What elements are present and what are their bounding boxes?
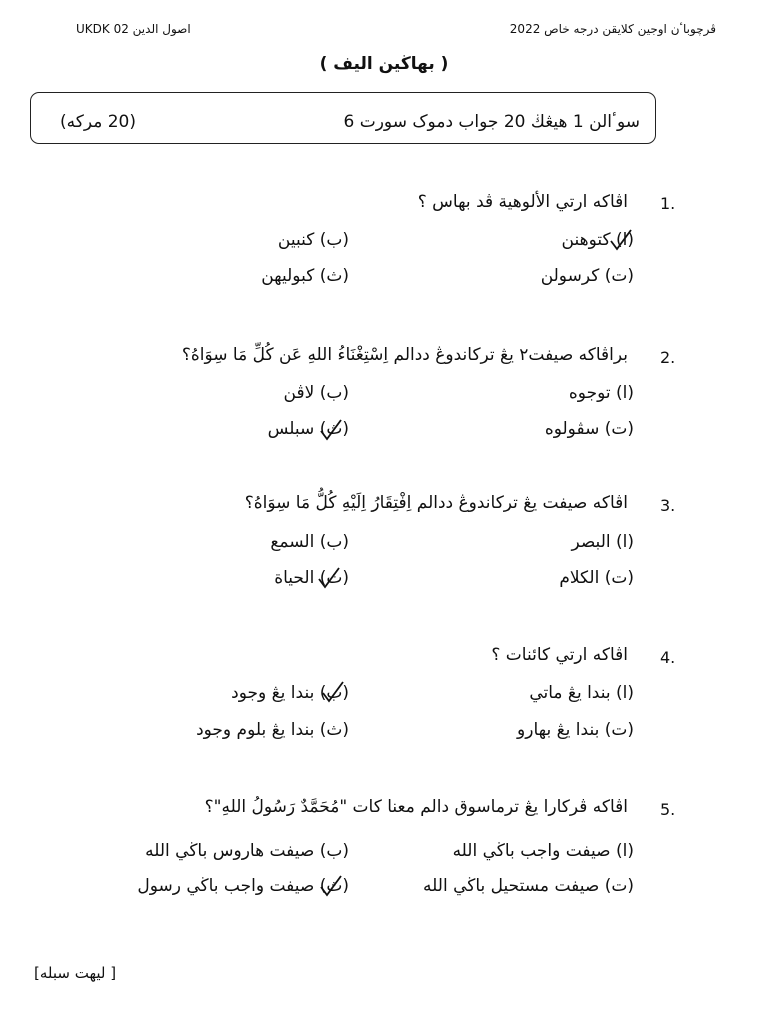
question-number: 4. <box>660 648 676 667</box>
tick-mark-icon <box>320 680 346 704</box>
option-text: كنبين <box>277 230 315 250</box>
option-text: صيفت مستحيل باڬي الله <box>423 876 600 896</box>
option-label: (ت) <box>604 876 634 896</box>
option-text: السمع <box>270 532 315 552</box>
tick-mark-icon <box>608 228 634 252</box>
option-text: بندا يڠ بلوم وجود <box>196 720 315 740</box>
question-number: 2. <box>660 348 676 367</box>
option-ta[interactable] <box>545 419 634 439</box>
option-label: (ت) <box>604 568 634 588</box>
option-label: (ا) <box>616 841 634 861</box>
option-text: سبلس <box>267 419 315 439</box>
footer-note: [ ليهت سبله] <box>34 964 117 982</box>
option-label: (ث) <box>319 568 349 588</box>
exam-title: ڤرچوباٴن اوجين كلايقن درجه خاص 2022 <box>509 22 716 36</box>
question-number: 5. <box>660 800 676 819</box>
option-text: توجوه <box>568 383 611 403</box>
tick-mark-icon <box>318 874 344 898</box>
option-alif[interactable] <box>529 683 634 703</box>
option-text: صيفت واجب باڬي الله <box>452 841 611 861</box>
option-label: (ا) <box>616 383 634 403</box>
question-text: اڤاكه ڤركارا يڠ ترماسوق دالم معنا كات "مُحَمَّدٌ رَسُولُ اللهِ"؟ <box>204 797 628 817</box>
option-text: لاڤن <box>283 383 315 403</box>
option-text: سڤولوه <box>544 419 600 439</box>
option-text: كبوليهن <box>261 266 315 286</box>
option-text: البصر <box>571 532 611 552</box>
option-label: (ب) <box>319 841 349 861</box>
option-tha[interactable] <box>196 720 349 740</box>
question-text: براڤاكه صيفت٢ يڠ تركاندوڠ ددالم اِسْتِغْنَاءُ اللهِ عَن كُلِّ مَا سِوَاهُ؟ <box>181 345 628 365</box>
option-text: الحياة <box>274 568 315 588</box>
option-label: (ت) <box>604 720 634 740</box>
question-number: 3. <box>660 496 676 515</box>
option-ta[interactable] <box>559 568 634 588</box>
tick-mark-icon <box>318 418 344 442</box>
option-ba[interactable] <box>145 841 349 861</box>
option-text: كرسولن <box>540 266 600 286</box>
option-label: (ا) <box>616 230 634 250</box>
option-text: صيفت واجب باڬي رسول <box>137 876 315 896</box>
option-text: بندا يڠ وجود <box>231 683 315 703</box>
instructions-text: سوٴالن 1 هيڠڬ 20 جواب دموک سورت 6 <box>343 112 640 132</box>
option-label: (ا) <box>616 683 634 703</box>
option-label: (ت) <box>604 266 634 286</box>
option-alif[interactable] <box>453 841 634 861</box>
option-ba[interactable] <box>284 383 349 403</box>
option-text: الكلام <box>559 568 600 588</box>
option-ba[interactable] <box>278 230 349 250</box>
option-ba[interactable] <box>270 532 349 552</box>
option-label: (ب) <box>319 230 349 250</box>
tick-mark-icon <box>316 566 342 590</box>
option-tha[interactable] <box>261 266 349 286</box>
option-label: (ب) <box>319 683 349 703</box>
option-alif[interactable] <box>571 532 634 552</box>
option-ta[interactable] <box>517 720 634 740</box>
question-text: اڤاكه صيفت يڠ تركاندوڠ ددالم اِفْتِقَارُ اِلَيْهِ كُلُّ مَا سِوَاهُ؟ <box>244 493 628 513</box>
option-label: (ث) <box>319 419 349 439</box>
option-alif[interactable] <box>569 383 634 403</box>
question-text: اڤاكه ارتي كائنات ؟ <box>491 645 628 665</box>
option-label: (ب) <box>319 383 349 403</box>
option-label: (ت) <box>604 419 634 439</box>
option-label: (ث) <box>319 266 349 286</box>
course-code: UKDK 02 اصول الدين <box>76 22 191 36</box>
option-text: كتوهنن <box>561 230 611 250</box>
option-label: (ب) <box>319 532 349 552</box>
option-ta[interactable] <box>423 876 634 896</box>
option-label: (ا) <box>616 532 634 552</box>
option-text: بندا يڠ ماتي <box>529 683 611 703</box>
question-text: اڤاكه ارتي الألوهية ڤد بهاس ؟ <box>417 192 628 212</box>
option-label: (ث) <box>319 876 349 896</box>
option-text: صيفت هاروس باڬي الله <box>145 841 315 861</box>
option-ta[interactable] <box>541 266 634 286</box>
question-number: 1. <box>660 194 676 213</box>
section-title: ( بهاڬين اليف ) <box>319 54 449 74</box>
instructions-marks: (20 مركه) <box>60 112 137 132</box>
option-text: بندا يڠ بهارو <box>517 720 600 740</box>
option-label: (ث) <box>319 720 349 740</box>
